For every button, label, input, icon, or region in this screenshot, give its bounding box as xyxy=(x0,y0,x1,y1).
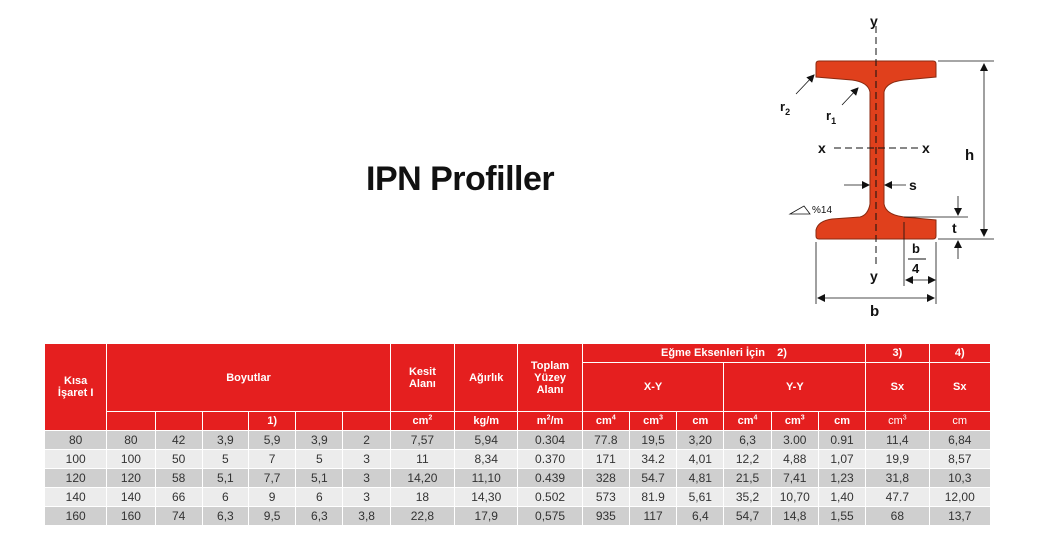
table-cell: 1,23 xyxy=(818,469,865,488)
table-cell: 9,5 xyxy=(249,507,296,526)
table-cell: 328 xyxy=(582,469,629,488)
table-cell: 11 xyxy=(390,450,454,469)
unit-empty xyxy=(343,412,390,431)
unit-empty xyxy=(202,412,248,431)
unit-y-cm4: $cm^4$ xyxy=(724,412,771,431)
table-cell: 1,55 xyxy=(818,507,865,526)
table-cell: 54,7 xyxy=(724,507,771,526)
table-cell: 31,8 xyxy=(866,469,929,488)
table-cell: 3 xyxy=(343,469,390,488)
table-cell: 0,575 xyxy=(518,507,582,526)
header-y-y: Y-Y xyxy=(724,363,866,412)
table-cell: 3,9 xyxy=(296,431,343,450)
table-cell: 74 xyxy=(155,507,202,526)
table-cell: 100 xyxy=(107,450,155,469)
r2-label: $r_2$ xyxy=(780,99,791,117)
unit-y-cm3: $cm^3$ xyxy=(771,412,818,431)
unit-agirlik: kg/m xyxy=(455,412,518,431)
table-cell: 66 xyxy=(155,488,202,507)
table-cell: 11,10 xyxy=(455,469,518,488)
table-cell: 0.304 xyxy=(518,431,582,450)
r2-pointer xyxy=(796,75,814,94)
table-cell: 3,8 xyxy=(343,507,390,526)
unit-x-cm: cm xyxy=(677,412,724,431)
ipn-profile-diagram xyxy=(772,8,1012,323)
table-cell: 5,1 xyxy=(202,469,248,488)
b-label: b xyxy=(870,303,880,320)
table-cell: 6,3 xyxy=(724,431,771,450)
table-cell: 5,9 xyxy=(249,431,296,450)
table-cell: 14,30 xyxy=(455,488,518,507)
table-cell: 5,94 xyxy=(455,431,518,450)
unit-sx3: $cm^3$ xyxy=(866,412,929,431)
table-cell: 13,7 xyxy=(929,507,990,526)
x-axis-left-label: x xyxy=(818,140,826,156)
table-cell: 14,8 xyxy=(771,507,818,526)
header-sx-4: Sx xyxy=(929,363,990,412)
table-cell: 935 xyxy=(582,507,629,526)
slope-triangle-icon xyxy=(790,206,810,214)
table-row xyxy=(45,469,991,488)
table-cell: 19,9 xyxy=(866,450,929,469)
table-cell: 6,4 xyxy=(677,507,724,526)
x-axis-right-label: x xyxy=(922,140,930,156)
table-cell: 6 xyxy=(296,488,343,507)
table-cell: 10,3 xyxy=(929,469,990,488)
table-cell: 58 xyxy=(155,469,202,488)
header-kesit-alani: Kesit Alanı xyxy=(390,344,454,412)
table-cell: 140 xyxy=(45,488,107,507)
table-cell: 5 xyxy=(296,450,343,469)
unit-toplam: $m^2/m$ xyxy=(518,412,582,431)
s-label: s xyxy=(909,177,917,193)
table-cell: 47.7 xyxy=(866,488,929,507)
table-cell: 1,07 xyxy=(818,450,865,469)
table-cell: 120 xyxy=(107,469,155,488)
h-label: h xyxy=(965,147,975,164)
table-cell: 42 xyxy=(155,431,202,450)
header-agirlik: Ağırlık xyxy=(455,344,518,412)
table-cell: 1,40 xyxy=(818,488,865,507)
header-toplam-yuzey: Toplam Yüzey Alanı xyxy=(518,344,582,412)
table-cell: 4,81 xyxy=(677,469,724,488)
table-cell: 7,7 xyxy=(249,469,296,488)
table-cell: 80 xyxy=(45,431,107,450)
table-cell: 35,2 xyxy=(724,488,771,507)
table-cell: 50 xyxy=(155,450,202,469)
header-sx-3: Sx xyxy=(866,363,929,412)
unit-y-cm: cm xyxy=(818,412,865,431)
table-cell: 3.00 xyxy=(771,431,818,450)
table-cell: 3,9 xyxy=(202,431,248,450)
table-cell: 0.91 xyxy=(818,431,865,450)
b4-denominator: 4 xyxy=(912,261,920,276)
table-cell: 34.2 xyxy=(629,450,676,469)
r1-label: $r_1$ xyxy=(826,108,837,126)
table-row xyxy=(45,488,991,507)
table-cell: 100 xyxy=(45,450,107,469)
table-cell: 5 xyxy=(202,450,248,469)
header-kisa-isaret: Kısa İşaret I xyxy=(45,344,107,431)
unit-empty xyxy=(107,412,155,431)
table-row xyxy=(45,507,991,526)
table-cell: 54.7 xyxy=(629,469,676,488)
table-cell: 160 xyxy=(45,507,107,526)
table-cell: 80 xyxy=(107,431,155,450)
table-cell: 120 xyxy=(45,469,107,488)
table-cell: 6,3 xyxy=(202,507,248,526)
unit-empty xyxy=(296,412,343,431)
table-cell: 21,5 xyxy=(724,469,771,488)
table-cell: 77.8 xyxy=(582,431,629,450)
table-cell: 11,4 xyxy=(866,431,929,450)
table-cell: 12,00 xyxy=(929,488,990,507)
table-cell: 19,5 xyxy=(629,431,676,450)
table-cell: 17,9 xyxy=(455,507,518,526)
ipn-spec-table xyxy=(44,343,991,526)
slope-label: %14 xyxy=(812,205,833,216)
table-cell: 7 xyxy=(249,450,296,469)
header-boyutlar: Boyutlar xyxy=(107,344,390,412)
table-cell: 22,8 xyxy=(390,507,454,526)
table-cell: 4,01 xyxy=(677,450,724,469)
unit-x-cm3: $cm^3$ xyxy=(629,412,676,431)
table-cell: 171 xyxy=(582,450,629,469)
table-cell: 3 xyxy=(343,450,390,469)
table-row xyxy=(45,431,991,450)
table-cell: 8,34 xyxy=(455,450,518,469)
table-cell: 6 xyxy=(202,488,248,507)
unit-kesit: $cm^2$ xyxy=(390,412,454,431)
table-cell: 160 xyxy=(107,507,155,526)
table-cell: 5,61 xyxy=(677,488,724,507)
table-cell: 9 xyxy=(249,488,296,507)
boyutlar-note-1: 1) xyxy=(249,412,296,431)
table-cell: 3,20 xyxy=(677,431,724,450)
table-cell: 140 xyxy=(107,488,155,507)
header-x-y: X-Y xyxy=(582,363,724,412)
table-cell: 4,88 xyxy=(771,450,818,469)
table-cell: 81.9 xyxy=(629,488,676,507)
table-cell: 5,1 xyxy=(296,469,343,488)
table-cell: 0.370 xyxy=(518,450,582,469)
table-cell: 3 xyxy=(343,488,390,507)
table-cell: 0.439 xyxy=(518,469,582,488)
r1-pointer xyxy=(842,88,858,105)
header-note-3: 3) xyxy=(866,344,929,363)
page-title: IPN Profiller xyxy=(366,160,555,198)
b4-numerator: b xyxy=(912,241,920,256)
table-cell: 7,41 xyxy=(771,469,818,488)
table-cell: 14,20 xyxy=(390,469,454,488)
table-cell: 8,57 xyxy=(929,450,990,469)
table-cell: 2 xyxy=(343,431,390,450)
table-cell: 573 xyxy=(582,488,629,507)
table-cell: 10,70 xyxy=(771,488,818,507)
table-cell: 6,84 xyxy=(929,431,990,450)
unit-empty xyxy=(155,412,202,431)
header-note-4: 4) xyxy=(929,344,990,363)
y-axis-bottom-label: y xyxy=(870,268,878,284)
unit-sx4: cm xyxy=(929,412,990,431)
header-egme-eksenleri: Eğme Eksenleri İçin 2) xyxy=(582,344,865,363)
table-cell: 117 xyxy=(629,507,676,526)
t-label: t xyxy=(952,220,957,236)
unit-x-cm4: $cm^4$ xyxy=(582,412,629,431)
table-cell: 18 xyxy=(390,488,454,507)
table-cell: 68 xyxy=(866,507,929,526)
y-axis-top-label: y xyxy=(870,13,878,29)
table-cell: 0.502 xyxy=(518,488,582,507)
table-row xyxy=(45,450,991,469)
table-cell: 6,3 xyxy=(296,507,343,526)
table-cell: 12,2 xyxy=(724,450,771,469)
table-cell: 7,57 xyxy=(390,431,454,450)
